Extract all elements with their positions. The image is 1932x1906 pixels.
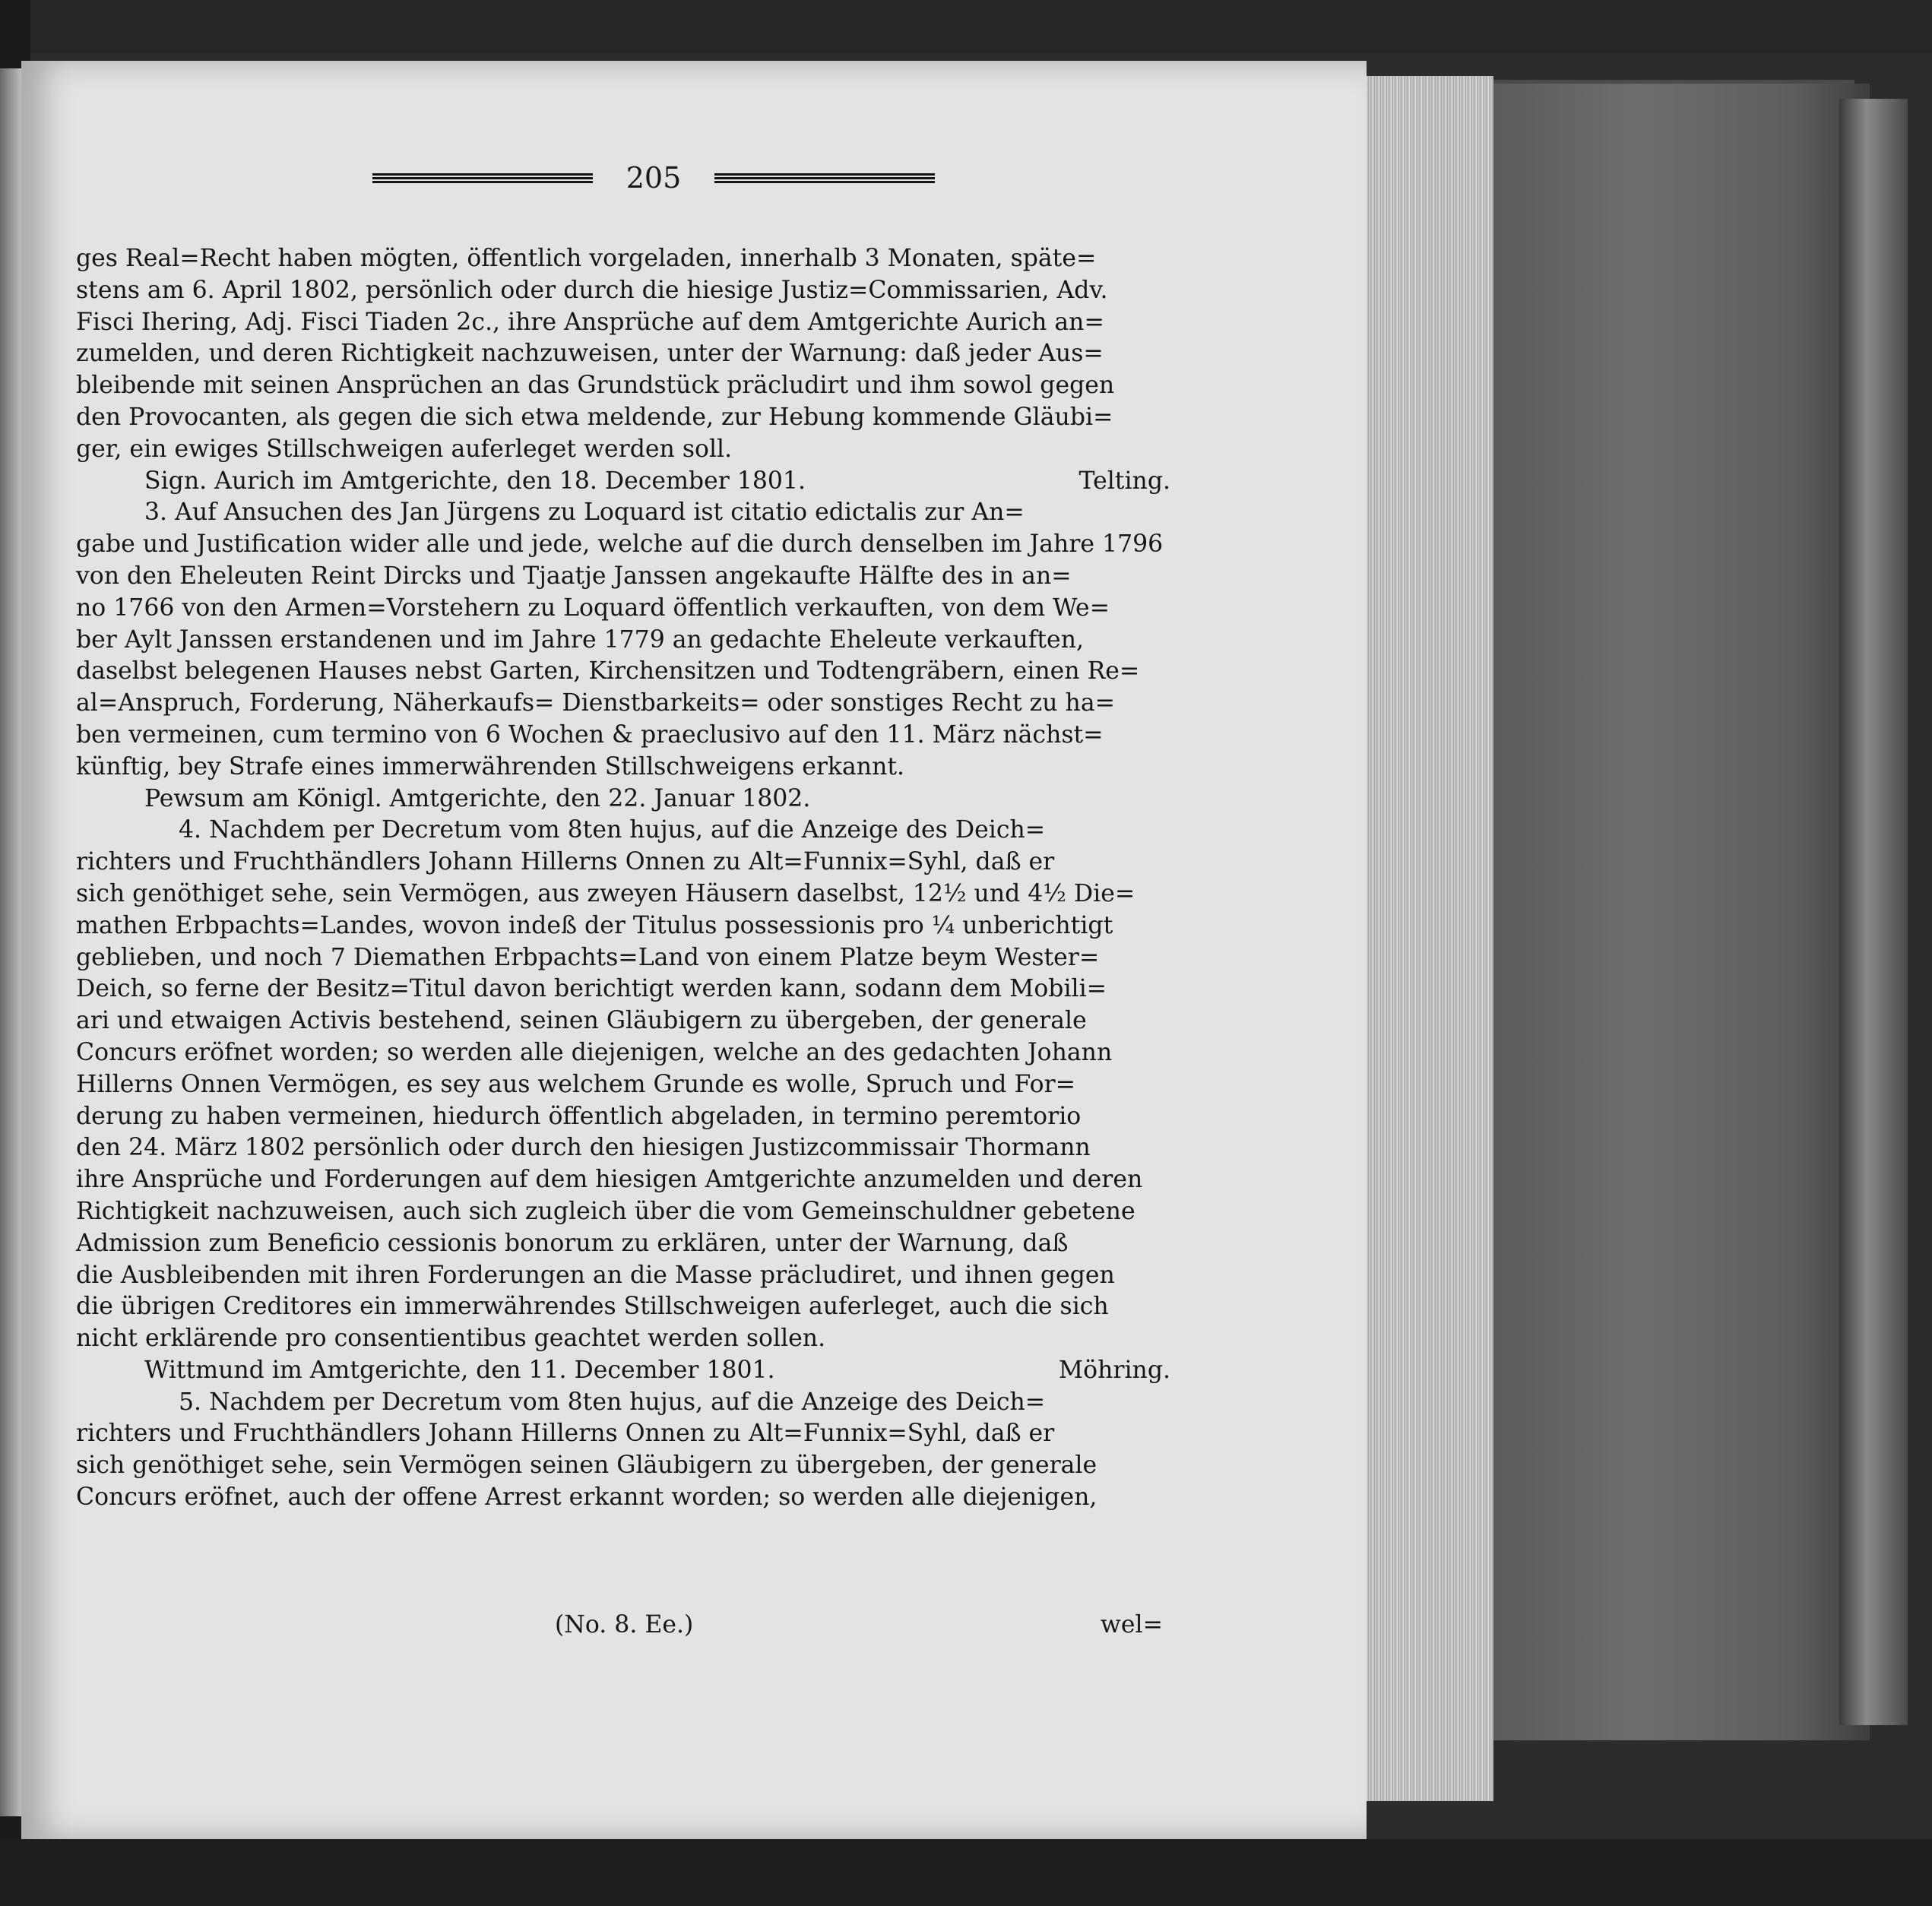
- text-line: richters und Fruchthändlers Johann Hillerns Onnen zu Alt=Funnix=Syhl, daß er: [76, 1420, 1055, 1448]
- text-line: geblieben, und noch 7 Diemathen Erbpachts=Land von einem Platze beym Wester=: [76, 943, 1100, 971]
- text-line: ihre Ansprüche und Forderungen auf dem hiesigen Amtgerichte anzumelden und deren: [76, 1166, 1143, 1194]
- text-line: Hillerns Onnen Vermögen, es sey aus welchem Grunde es wolle, Spruch und For=: [76, 1070, 1076, 1098]
- text-line: daselbst belegenen Hauses nebst Garten, Kirchensitzen und Todtengräbern, einen Re=: [76, 657, 1140, 685]
- text-line: sich genöthiget sehe, sein Vermögen, aus zweyen Häusern daselbst, 12½ und 4½ Die=: [76, 879, 1135, 907]
- signature-place: Wittmund im Amtgerichte, den 11. December 1801.: [144, 1356, 775, 1384]
- text-line: ari und etwaigen Activis bestehend, seinen Gläubigern zu übergeben, der generale: [76, 1007, 1087, 1035]
- signature-line: [76, 784, 1170, 815]
- text-line: ber Aylt Janssen erstandenen und im Jahre 1779 an gedachte Eheleute verkauften,: [76, 625, 1084, 654]
- signature-name: Telting.: [1078, 467, 1170, 495]
- signature-name: Möhring.: [1058, 1356, 1170, 1384]
- text-line: no 1766 von den Armen=Vorstehern zu Loquard öffentlich verkauften, von dem We=: [76, 594, 1110, 622]
- paragraph-3-start: 3. Auf Ansuchen des Jan Jürgens zu Loquard ist citatio edictalis zur An=: [144, 499, 1025, 527]
- previous-page-edge: [0, 68, 21, 1816]
- text-line: bleibende mit seinen Ansprüchen an das Grundstück präcludirt und ihm sowol gegen: [76, 372, 1115, 400]
- text-line: Deich, so ferne der Besitz=Titul davon berichtigt werden kann, sodann dem Mobili=: [76, 975, 1107, 1003]
- text-line: sich genöthiget sehe, sein Vermögen seinen Gläubigern zu übergeben, der generale: [76, 1452, 1097, 1480]
- page-edges-stack: [1357, 76, 1493, 1801]
- page-footer: [76, 1611, 1170, 1638]
- page-number: 205: [626, 161, 682, 195]
- paragraph-4-start: 4. Nachdem per Decretum vom 8ten hujus, auf die Anzeige des Deich=: [179, 816, 1046, 844]
- header-rule-right: [714, 173, 935, 184]
- text-line: künftig, bey Strafe eines immerwährenden Stillschweigens erkannt.: [76, 752, 905, 780]
- background-bottom: [0, 1839, 1932, 1906]
- book-cover: [1482, 84, 1870, 1740]
- text-line: Concurs eröfnet, auch der offene Arrest erkannt worden; so werden alle diejenigen,: [76, 1483, 1097, 1512]
- paragraph-5-start: 5. Nachdem per Decretum vom 8ten hujus, auf die Anzeige des Deich=: [179, 1388, 1046, 1416]
- text-line: mathen Erbpachts=Landes, wovon indeß der Titulus possessionis pro ¼ unberichtigt: [76, 911, 1113, 939]
- signature-line: [76, 1355, 1170, 1387]
- text-line: gabe und Justification wider alle und jede, welche auf die durch denselben im Jahre 1796: [76, 530, 1164, 559]
- text-line: al=Anspruch, Forderung, Näherkaufs= Dienstbarkeits= oder sonstiges Recht zu ha=: [76, 689, 1115, 717]
- text-line: derung zu haben vermeinen, hiedurch öffentlich abgeladen, in termino peremtorio: [76, 1102, 1082, 1130]
- text-line: die übrigen Creditores ein immerwährendes Stillschweigen auferleget, auch die sich: [76, 1293, 1109, 1321]
- header-rule-left: [372, 173, 593, 184]
- page-body: [76, 243, 1170, 1514]
- text-line: ger, ein ewiges Stillschweigen auferleget werden soll.: [76, 435, 733, 463]
- text-line: richters und Fruchthändlers Johann Hillerns Onnen zu Alt=Funnix=Syhl, daß er: [76, 848, 1055, 876]
- text-line: den Provocanten, als gegen die sich etwa meldende, zur Hebung kommende Gläubi=: [76, 403, 1113, 431]
- text-line: den 24. März 1802 persönlich oder durch den hiesigen Justizcommissair Thormann: [76, 1134, 1091, 1162]
- text-line: die Ausbleibenden mit ihren Forderungen an die Masse präcludiret, und ihnen gegen: [76, 1261, 1115, 1289]
- text-line: Admission zum Beneficio cessionis bonorum zu erklären, unter der Warnung, daß: [76, 1229, 1069, 1257]
- printer-signature: (No. 8. Ee.): [555, 1611, 694, 1638]
- text-line: nicht erklärende pro consentientibus geachtet werden sollen.: [76, 1325, 826, 1353]
- signature-place: Sign. Aurich im Amtgerichte, den 18. December 1801.: [144, 467, 806, 495]
- book-cover-edge: [1839, 99, 1908, 1725]
- text-line: Richtigkeit nachzuweisen, auch sich zugleich über die vom Gemeinschuldner gebetene: [76, 1197, 1135, 1225]
- signature-line: [76, 466, 1170, 498]
- text-line: ben vermeinen, cum termino von 6 Wochen & praeclusivo auf den 11. März nächst=: [76, 720, 1104, 749]
- text-line: zumelden, und deren Richtigkeit nachzuweisen, unter der Warnung: daß jeder Aus=: [76, 340, 1104, 368]
- text-line: Concurs eröfnet worden; so werden alle diejenigen, welche an des gedachten Johann: [76, 1038, 1113, 1066]
- text-line: stens am 6. April 1802, persönlich oder durch die hiesige Justiz=Commissarien, Adv.: [76, 276, 1108, 304]
- text-line: ges Real=Recht haben mögten, öffentlich vorgeladen, innerhalb 3 Monaten, späte=: [76, 245, 1097, 272]
- page-header: [372, 160, 935, 198]
- catchword: wel=: [1100, 1611, 1163, 1638]
- background-top: [0, 0, 1932, 53]
- text-line: Fisci Ihering, Adj. Fisci Tiaden 2c., ihre Ansprüche auf dem Amtgerichte Aurich an=: [76, 308, 1104, 336]
- text-line: von den Eheleuten Reint Dircks und Tjaatje Janssen angekaufte Hälfte des in an=: [76, 562, 1072, 590]
- signature-place: Pewsum am Königl. Amtgerichte, den 22. Januar 1802.: [144, 784, 811, 812]
